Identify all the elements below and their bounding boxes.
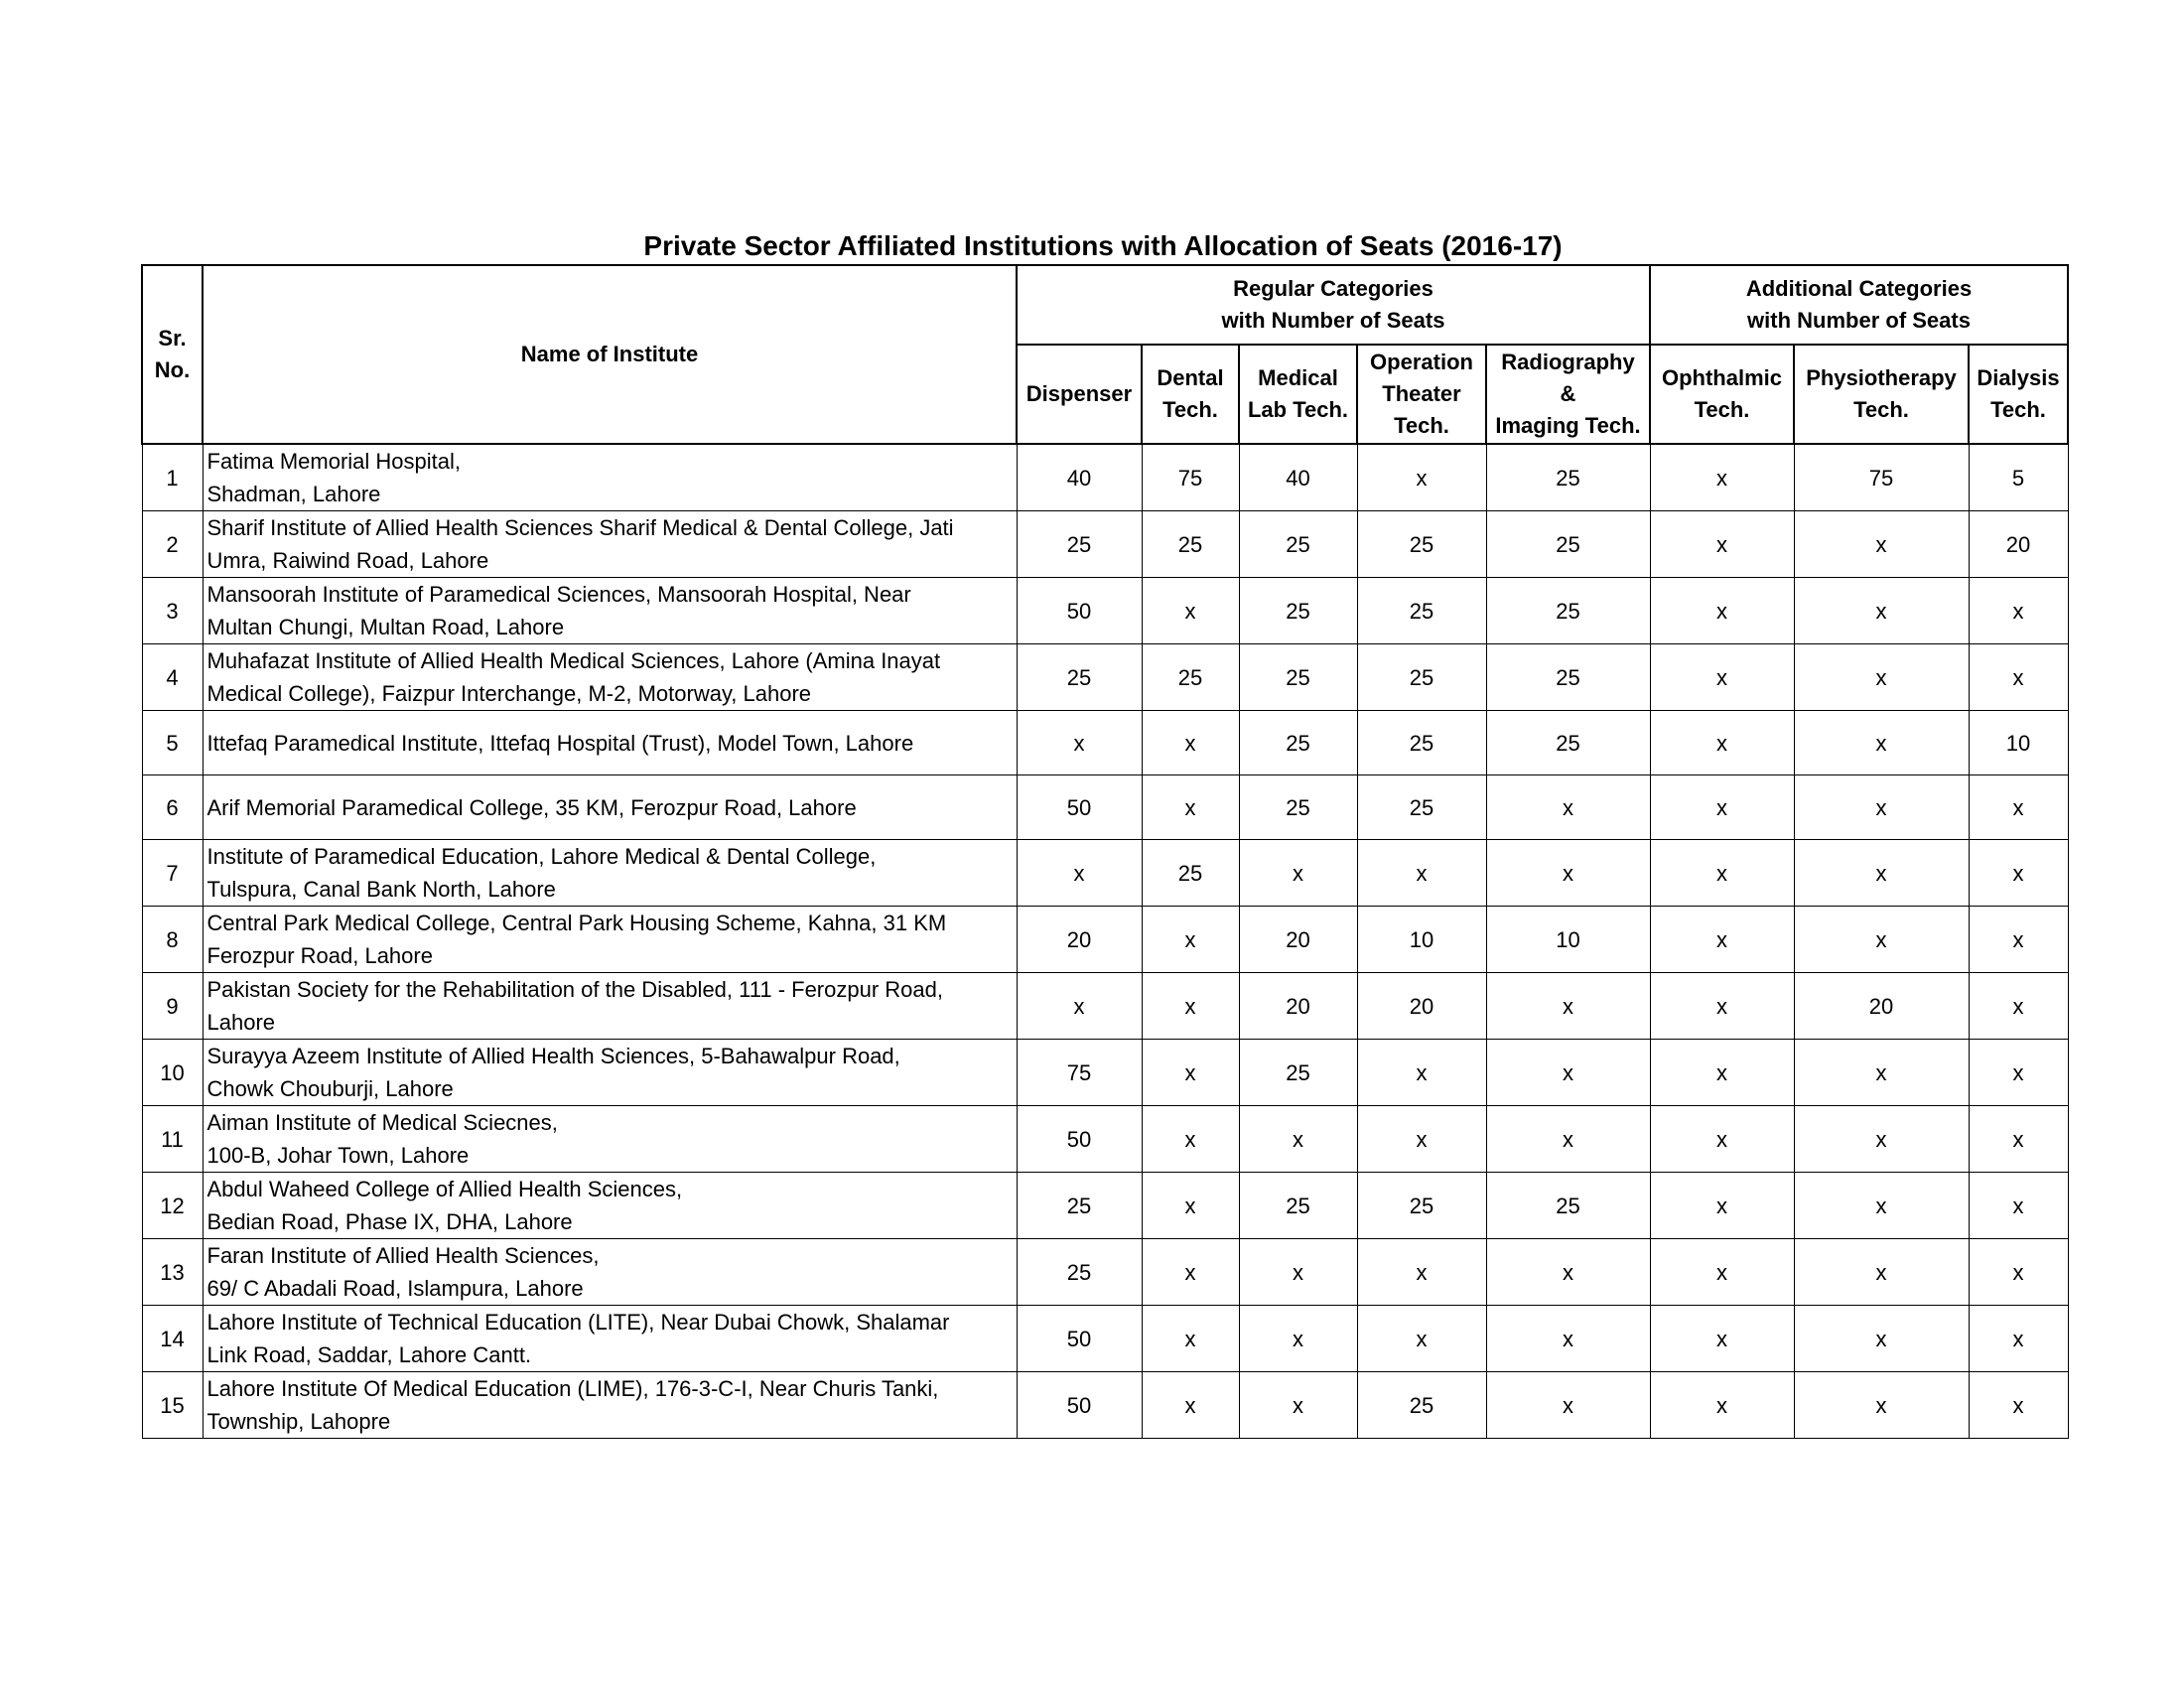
sr-no-cell: 11 (142, 1106, 203, 1173)
seat-count-cell: x (1650, 1040, 1794, 1106)
page-title: Private Sector Affiliated Institutions with Allocation of Seats (2016-17) (643, 230, 1563, 261)
institute-name-line: Chowk Chouburji, Lahore (206, 1076, 454, 1101)
seat-count-cell: x (1142, 1040, 1239, 1106)
seat-count-cell: x (1142, 907, 1239, 973)
seat-count-cell: x (1650, 578, 1794, 644)
seat-count-cell: x (1357, 1106, 1486, 1173)
seat-count-cell: x (1794, 711, 1969, 775)
seat-count-cell: x (1357, 1239, 1486, 1306)
seat-count-cell: x (1142, 1306, 1239, 1372)
institute-name-cell (203, 1106, 1017, 1173)
seat-count-cell: 25 (1486, 578, 1650, 644)
table-row (142, 1306, 2068, 1372)
column-header-line: Tech. (1990, 397, 2046, 422)
seat-count-cell: x (1969, 907, 2068, 973)
seat-count-cell: x (1142, 1173, 1239, 1239)
seat-count-cell: x (1142, 775, 1239, 840)
seat-count-cell: x (1969, 1040, 2068, 1106)
sr-no-cell: 7 (142, 840, 203, 907)
sr-no-cell: 8 (142, 907, 203, 973)
table-row (142, 711, 2068, 775)
seat-count-cell: x (1794, 1372, 1969, 1439)
table-row (142, 1106, 2068, 1173)
header-group-row (142, 265, 2068, 345)
institute-name-line: Institute of Paramedical Education, Lahore Medical & Dental College, (206, 844, 877, 869)
table-body (142, 444, 2068, 1439)
header-sr-no: Sr. No. (142, 265, 203, 444)
seat-count-cell: x (1142, 1239, 1239, 1306)
institute-name-line: Multan Chungi, Multan Road, Lahore (206, 615, 565, 639)
institute-name-cell (203, 1173, 1017, 1239)
seats-table (141, 264, 2069, 1439)
table-row (142, 444, 2068, 511)
seat-count-cell: x (1357, 1040, 1486, 1106)
sr-no-cell: 6 (142, 775, 203, 840)
seat-count-cell: x (1486, 1239, 1650, 1306)
institute-name-cell (203, 1372, 1017, 1439)
seat-count-cell: x (1239, 840, 1357, 907)
table-row (142, 907, 2068, 973)
institute-name-line: Lahore (206, 1010, 276, 1035)
seat-count-cell: x (1017, 840, 1142, 907)
seat-count-cell: 40 (1017, 444, 1142, 511)
seat-count-cell: x (1357, 1306, 1486, 1372)
seat-count-cell: 25 (1239, 644, 1357, 711)
seat-count-cell: 25 (1486, 511, 1650, 578)
column-header-line: & (1560, 381, 1576, 406)
seat-count-cell: x (1486, 1306, 1650, 1372)
column-header (1794, 345, 1969, 444)
seat-count-cell: 25 (1239, 711, 1357, 775)
seat-count-cell: x (1794, 907, 1969, 973)
institute-name-cell (203, 1306, 1017, 1372)
table-row (142, 1173, 2068, 1239)
column-header-line: Tech. (1394, 413, 1449, 438)
seat-count-cell: x (1969, 1372, 2068, 1439)
seat-count-cell: x (1142, 578, 1239, 644)
seat-count-cell: x (1794, 1106, 1969, 1173)
sr-no-cell: 10 (142, 1040, 203, 1106)
column-header-line: Tech. (1853, 397, 1909, 422)
seat-count-cell: 25 (1017, 1173, 1142, 1239)
seat-count-cell: 25 (1142, 511, 1239, 578)
seat-count-cell: 20 (1239, 907, 1357, 973)
table-row (142, 973, 2068, 1040)
seat-count-cell: 25 (1142, 840, 1239, 907)
institute-name-line: Sharif Institute of Allied Health Sciences Sharif Medical & Dental College, Jati (206, 515, 954, 540)
seat-count-cell: 10 (1357, 907, 1486, 973)
institute-name-line: Pakistan Society for the Rehabilitation of the Disabled, 111 - Ferozpur Road, (206, 977, 943, 1002)
table-row (142, 1040, 2068, 1106)
institute-name-cell (203, 973, 1017, 1040)
seat-count-cell: 40 (1239, 444, 1357, 511)
seat-count-cell: x (1650, 840, 1794, 907)
column-header-line: Operation (1370, 350, 1473, 374)
header-regular-categories: Regular Categories with Number of Seats (1017, 265, 1650, 345)
column-header (1486, 345, 1650, 444)
seat-count-cell: 50 (1017, 578, 1142, 644)
institute-name-line: Muhafazat Institute of Allied Health Medical Sciences, Lahore (Amina Inayat (206, 648, 941, 673)
column-header-line: Theater (1382, 381, 1461, 406)
seat-count-cell: 10 (1486, 907, 1650, 973)
seat-count-cell: x (1486, 1372, 1650, 1439)
seat-count-cell: 25 (1486, 444, 1650, 511)
institute-name-line: Mansoorah Institute of Paramedical Sciences, Mansoorah Hospital, Near (206, 582, 911, 607)
seat-count-cell: 25 (1017, 644, 1142, 711)
institute-name-cell (203, 644, 1017, 711)
seat-count-cell: x (1239, 1306, 1357, 1372)
seat-count-cell: x (1650, 1306, 1794, 1372)
seat-count-cell: x (1794, 1306, 1969, 1372)
sr-no-cell: 5 (142, 711, 203, 775)
seat-count-cell: x (1650, 1106, 1794, 1173)
seat-count-cell: x (1969, 578, 2068, 644)
seat-count-cell: 25 (1357, 711, 1486, 775)
sr-no-cell: 12 (142, 1173, 203, 1239)
seat-count-cell: x (1794, 644, 1969, 711)
column-header-line: Tech. (1694, 397, 1750, 422)
seat-count-cell: 25 (1239, 578, 1357, 644)
sr-no-cell: 14 (142, 1306, 203, 1372)
seat-count-cell: 75 (1142, 444, 1239, 511)
column-header (1017, 345, 1142, 444)
institute-name-cell (203, 711, 1017, 775)
table-row (142, 775, 2068, 840)
table-row (142, 840, 2068, 907)
institute-name-line: Umra, Raiwind Road, Lahore (206, 548, 489, 573)
seat-count-cell: x (1486, 1040, 1650, 1106)
institute-name-cell (203, 840, 1017, 907)
column-header (1239, 345, 1357, 444)
seat-count-cell: x (1142, 1106, 1239, 1173)
seat-count-cell: x (1794, 1173, 1969, 1239)
seat-count-cell: 25 (1017, 1239, 1142, 1306)
seat-count-cell: 50 (1017, 1306, 1142, 1372)
seat-count-cell: 20 (1017, 907, 1142, 973)
seat-count-cell: x (1969, 644, 2068, 711)
seat-count-cell: x (1486, 840, 1650, 907)
seat-count-cell: 25 (1357, 644, 1486, 711)
seat-count-cell: x (1650, 1173, 1794, 1239)
institute-name-line: Township, Lahopre (206, 1409, 391, 1434)
seat-count-cell: 25 (1486, 644, 1650, 711)
seat-count-cell: x (1650, 907, 1794, 973)
column-header (1650, 345, 1794, 444)
sr-no-cell: 15 (142, 1372, 203, 1439)
column-header (1142, 345, 1239, 444)
seat-count-cell: x (1794, 511, 1969, 578)
seat-count-cell: 5 (1969, 444, 2068, 511)
column-header-line: Dispenser (1025, 381, 1133, 406)
seat-count-cell: x (1794, 1239, 1969, 1306)
seat-count-cell: x (1794, 840, 1969, 907)
institute-name-line: Surayya Azeem Institute of Allied Health Sciences, 5-Bahawalpur Road, (206, 1044, 900, 1068)
seat-count-cell: x (1969, 973, 2068, 1040)
seat-count-cell: 25 (1142, 644, 1239, 711)
seat-count-cell: x (1794, 775, 1969, 840)
seat-count-cell: x (1017, 711, 1142, 775)
seat-count-cell: x (1650, 775, 1794, 840)
seat-count-cell: x (1650, 511, 1794, 578)
seat-count-cell: x (1357, 840, 1486, 907)
institute-name-line: Ittefaq Paramedical Institute, Ittefaq Hospital (Trust), Model Town, Lahore (206, 730, 914, 756)
institute-name-line: Tulspura, Canal Bank North, Lahore (206, 877, 556, 902)
institute-name-line: Fatima Memorial Hospital, (206, 449, 462, 474)
seat-count-cell: x (1969, 1106, 2068, 1173)
seat-count-cell: 20 (1357, 973, 1486, 1040)
institute-name-cell (203, 511, 1017, 578)
institute-name-line: Arif Memorial Paramedical College, 35 KM, Ferozpur Road, Lahore (206, 794, 857, 820)
seat-count-cell: 25 (1017, 511, 1142, 578)
sr-no-cell: 9 (142, 973, 203, 1040)
seat-count-cell: x (1239, 1106, 1357, 1173)
seat-count-cell: x (1794, 578, 1969, 644)
seat-count-cell: x (1794, 1040, 1969, 1106)
seat-count-cell: 50 (1017, 775, 1142, 840)
column-header-line: Radiography (1501, 350, 1635, 374)
seat-count-cell: 25 (1239, 1040, 1357, 1106)
column-header (1969, 345, 2068, 444)
sr-no-cell: 3 (142, 578, 203, 644)
seat-count-cell: 25 (1486, 1173, 1650, 1239)
column-header-line: Imaging Tech. (1495, 413, 1641, 438)
seat-count-cell: 25 (1357, 578, 1486, 644)
header-additional-categories: Additional Categories with Number of Seats (1650, 265, 2068, 345)
institute-name-line: 100-B, Johar Town, Lahore (206, 1143, 470, 1168)
institute-name-cell (203, 444, 1017, 511)
seat-count-cell: 25 (1239, 775, 1357, 840)
institute-name-line: Medical College), Faizpur Interchange, M-2, Motorway, Lahore (206, 681, 812, 706)
column-header-line: Tech. (1162, 397, 1218, 422)
column-header-line: Ophthalmic (1661, 365, 1782, 390)
institute-name-line: Lahore Institute of Technical Education (LITE), Near Dubai Chowk, Shalamar (206, 1310, 950, 1335)
column-header-line: Physiotherapy (1806, 365, 1957, 390)
seat-count-cell: x (1969, 1173, 2068, 1239)
institute-name-cell (203, 907, 1017, 973)
seat-count-cell: 25 (1357, 1173, 1486, 1239)
seat-count-cell: x (1969, 840, 2068, 907)
sr-no-cell: 4 (142, 644, 203, 711)
seat-count-cell: x (1969, 1306, 2068, 1372)
institute-name-cell (203, 578, 1017, 644)
seat-count-cell: x (1486, 1106, 1650, 1173)
seat-count-cell: 75 (1794, 444, 1969, 511)
institute-name-line: Abdul Waheed College of Allied Health Sciences, (206, 1177, 683, 1201)
column-header-line: Medical (1258, 365, 1338, 390)
institute-name-line: Bedian Road, Phase IX, DHA, Lahore (206, 1209, 573, 1234)
institute-name-line: Shadman, Lahore (206, 482, 381, 506)
table-row (142, 644, 2068, 711)
table-row (142, 578, 2068, 644)
seat-count-cell: x (1969, 775, 2068, 840)
seat-count-cell: x (1650, 644, 1794, 711)
seat-count-cell: x (1969, 1239, 2068, 1306)
institute-name-line: Aiman Institute of Medical Sciecnes, (206, 1110, 558, 1135)
seat-count-cell: x (1142, 711, 1239, 775)
institute-name-cell (203, 775, 1017, 840)
seat-count-cell: 20 (1794, 973, 1969, 1040)
seat-count-cell: 50 (1017, 1106, 1142, 1173)
seat-count-cell: x (1142, 973, 1239, 1040)
institute-name-line: Link Road, Saddar, Lahore Cantt. (206, 1342, 532, 1367)
seat-count-cell: 25 (1357, 511, 1486, 578)
institute-name-line: Lahore Institute Of Medical Education (LIME), 176-3-C-I, Near Churis Tanki, (206, 1376, 939, 1401)
seat-count-cell: 20 (1969, 511, 2068, 578)
seat-count-cell: x (1142, 1372, 1239, 1439)
sr-no-cell: 2 (142, 511, 203, 578)
seat-count-cell: x (1650, 1239, 1794, 1306)
seat-count-cell: 25 (1357, 775, 1486, 840)
seat-count-cell: x (1650, 444, 1794, 511)
seat-count-cell: 50 (1017, 1372, 1142, 1439)
sr-no-cell: 13 (142, 1239, 203, 1306)
seat-count-cell: x (1650, 1372, 1794, 1439)
column-header (1357, 345, 1486, 444)
institute-name-cell (203, 1040, 1017, 1106)
institute-name-line: Ferozpur Road, Lahore (206, 943, 433, 968)
seat-count-cell: x (1486, 775, 1650, 840)
seat-count-cell: x (1486, 973, 1650, 1040)
seat-count-cell: 10 (1969, 711, 2068, 775)
seat-count-cell: 25 (1486, 711, 1650, 775)
table-row (142, 1239, 2068, 1306)
column-header-line: Dialysis (1977, 365, 2060, 390)
seat-count-cell: x (1650, 973, 1794, 1040)
institute-name-line: Faran Institute of Allied Health Sciences, (206, 1243, 600, 1268)
seat-count-cell: 20 (1239, 973, 1357, 1040)
seat-count-cell: 25 (1239, 511, 1357, 578)
seat-count-cell: 25 (1239, 1173, 1357, 1239)
seat-count-cell: x (1650, 711, 1794, 775)
seat-count-cell: 25 (1357, 1372, 1486, 1439)
seat-count-cell: x (1357, 444, 1486, 511)
institute-name-line: 69/ C Abadali Road, Islampura, Lahore (206, 1276, 584, 1301)
column-header-line: Lab Tech. (1247, 397, 1349, 422)
seat-count-cell: 75 (1017, 1040, 1142, 1106)
table-row (142, 511, 2068, 578)
header-name-of-institute: Name of Institute (203, 265, 1017, 444)
seat-count-cell: x (1239, 1239, 1357, 1306)
column-header-line: Dental (1157, 365, 1224, 390)
seat-count-cell: x (1239, 1372, 1357, 1439)
sr-no-cell: 1 (142, 444, 203, 511)
table-row (142, 1372, 2068, 1439)
institute-name-line: Central Park Medical College, Central Park Housing Scheme, Kahna, 31 KM (206, 911, 947, 935)
institute-name-cell (203, 1239, 1017, 1306)
seat-count-cell: x (1017, 973, 1142, 1040)
